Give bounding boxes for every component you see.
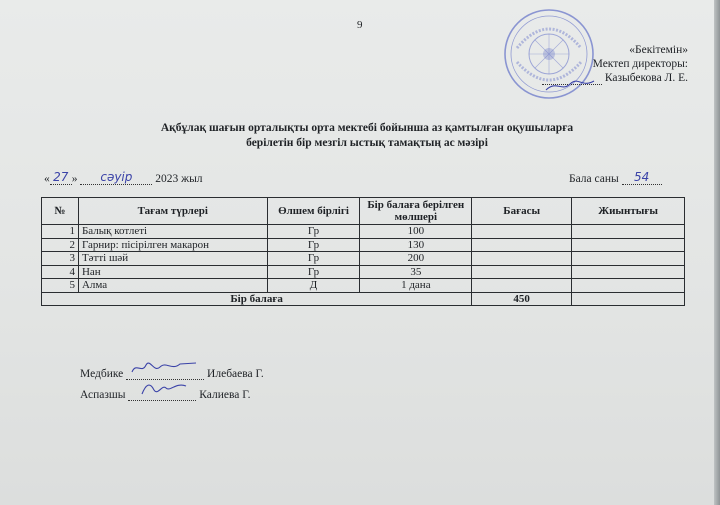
row-price: [472, 265, 572, 279]
date-day: 27: [50, 170, 72, 185]
cook-label: Аспазшы: [80, 389, 126, 401]
date-month: сәуір: [80, 170, 152, 185]
row-amount: 35: [360, 265, 472, 279]
nurse-signature: [126, 363, 204, 380]
paper-edge: [714, 0, 720, 505]
nurse-name: Илебаева Г.: [207, 368, 264, 380]
children-count-label: Бала саны: [569, 173, 619, 185]
table-row: [42, 225, 685, 239]
header-unit: Өлшем бірлігі: [267, 198, 360, 225]
approval-block: [542, 43, 688, 85]
cook-name: Калиева Г.: [199, 389, 251, 401]
date-line: « 27 » сәуір 2023 жыл: [44, 170, 203, 185]
header-dish: Тағам түрлері: [78, 198, 267, 225]
total-value: 450: [472, 292, 572, 306]
header-price: Бағасы: [472, 198, 572, 225]
row-total: [572, 238, 685, 252]
row-number: 2: [42, 238, 79, 252]
table-row: [42, 252, 685, 266]
page-number: 9: [357, 19, 363, 31]
header-total: Жиынтығы: [572, 198, 685, 225]
nurse-label: Медбике: [80, 368, 124, 380]
row-dish: Алма: [78, 279, 267, 293]
row-price: [472, 252, 572, 266]
table-row: [42, 238, 685, 252]
row-number: 3: [42, 252, 79, 266]
header-amount: Бір балаға берілген мөлшері: [360, 198, 472, 225]
row-unit: Гр: [267, 252, 360, 266]
children-count-line: [569, 170, 662, 185]
row-amount: 1 дана: [360, 279, 472, 293]
menu-table: [41, 197, 685, 306]
row-amount: 130: [360, 238, 472, 252]
row-unit: Гр: [267, 265, 360, 279]
nurse-signature-icon: [126, 359, 204, 377]
children-count-value: 54: [622, 170, 662, 185]
row-price: [472, 279, 572, 293]
row-price: [472, 225, 572, 239]
table-row: [42, 279, 685, 293]
row-unit: Д: [267, 279, 360, 293]
row-number: 5: [42, 279, 79, 293]
cook-signature-icon: [128, 380, 196, 398]
row-total: [572, 279, 685, 293]
row-number: 1: [42, 225, 79, 239]
title-line-2: берілетін бір мезгіл ыстық тамақтың ас мәзірі: [246, 137, 488, 149]
header-number: №: [42, 198, 79, 225]
row-dish: Тәтті шәй: [78, 252, 267, 266]
table-total-row: [42, 292, 685, 306]
row-total: [572, 225, 685, 239]
title-line-1: Ақбұлақ шағын орталықты орта мектебі бойынша аз қамтылған оқушыларға: [160, 122, 574, 134]
row-unit: Гр: [267, 238, 360, 252]
date-year: 2023 жыл: [155, 173, 203, 185]
approval-signature-line: [542, 71, 688, 85]
total-empty-cell: [572, 292, 685, 306]
director-name: Казыбекова Л. Е.: [604, 72, 688, 84]
row-dish: Балық котлеті: [78, 225, 267, 239]
cook-signature-line: [80, 384, 250, 401]
row-number: 4: [42, 265, 79, 279]
director-signature-icon: [542, 78, 602, 94]
row-total: [572, 265, 685, 279]
table-row: [42, 265, 685, 279]
row-unit: Гр: [267, 225, 360, 239]
row-price: [472, 238, 572, 252]
director-signature: [542, 84, 602, 85]
row-dish: Нан: [78, 265, 267, 279]
row-dish: Гарнир: пісірілген макарон: [78, 238, 267, 252]
nurse-signature-line: [80, 363, 264, 380]
table-header-row: [42, 198, 685, 225]
row-amount: 200: [360, 252, 472, 266]
approval-role: Мектеп директоры:: [592, 58, 688, 70]
cook-signature: [128, 384, 196, 401]
approval-heading: «Бекітемін»: [629, 44, 688, 56]
row-amount: 100: [360, 225, 472, 239]
total-label: Бір балаға: [42, 292, 472, 306]
row-total: [572, 252, 685, 266]
document-title: [60, 121, 674, 151]
